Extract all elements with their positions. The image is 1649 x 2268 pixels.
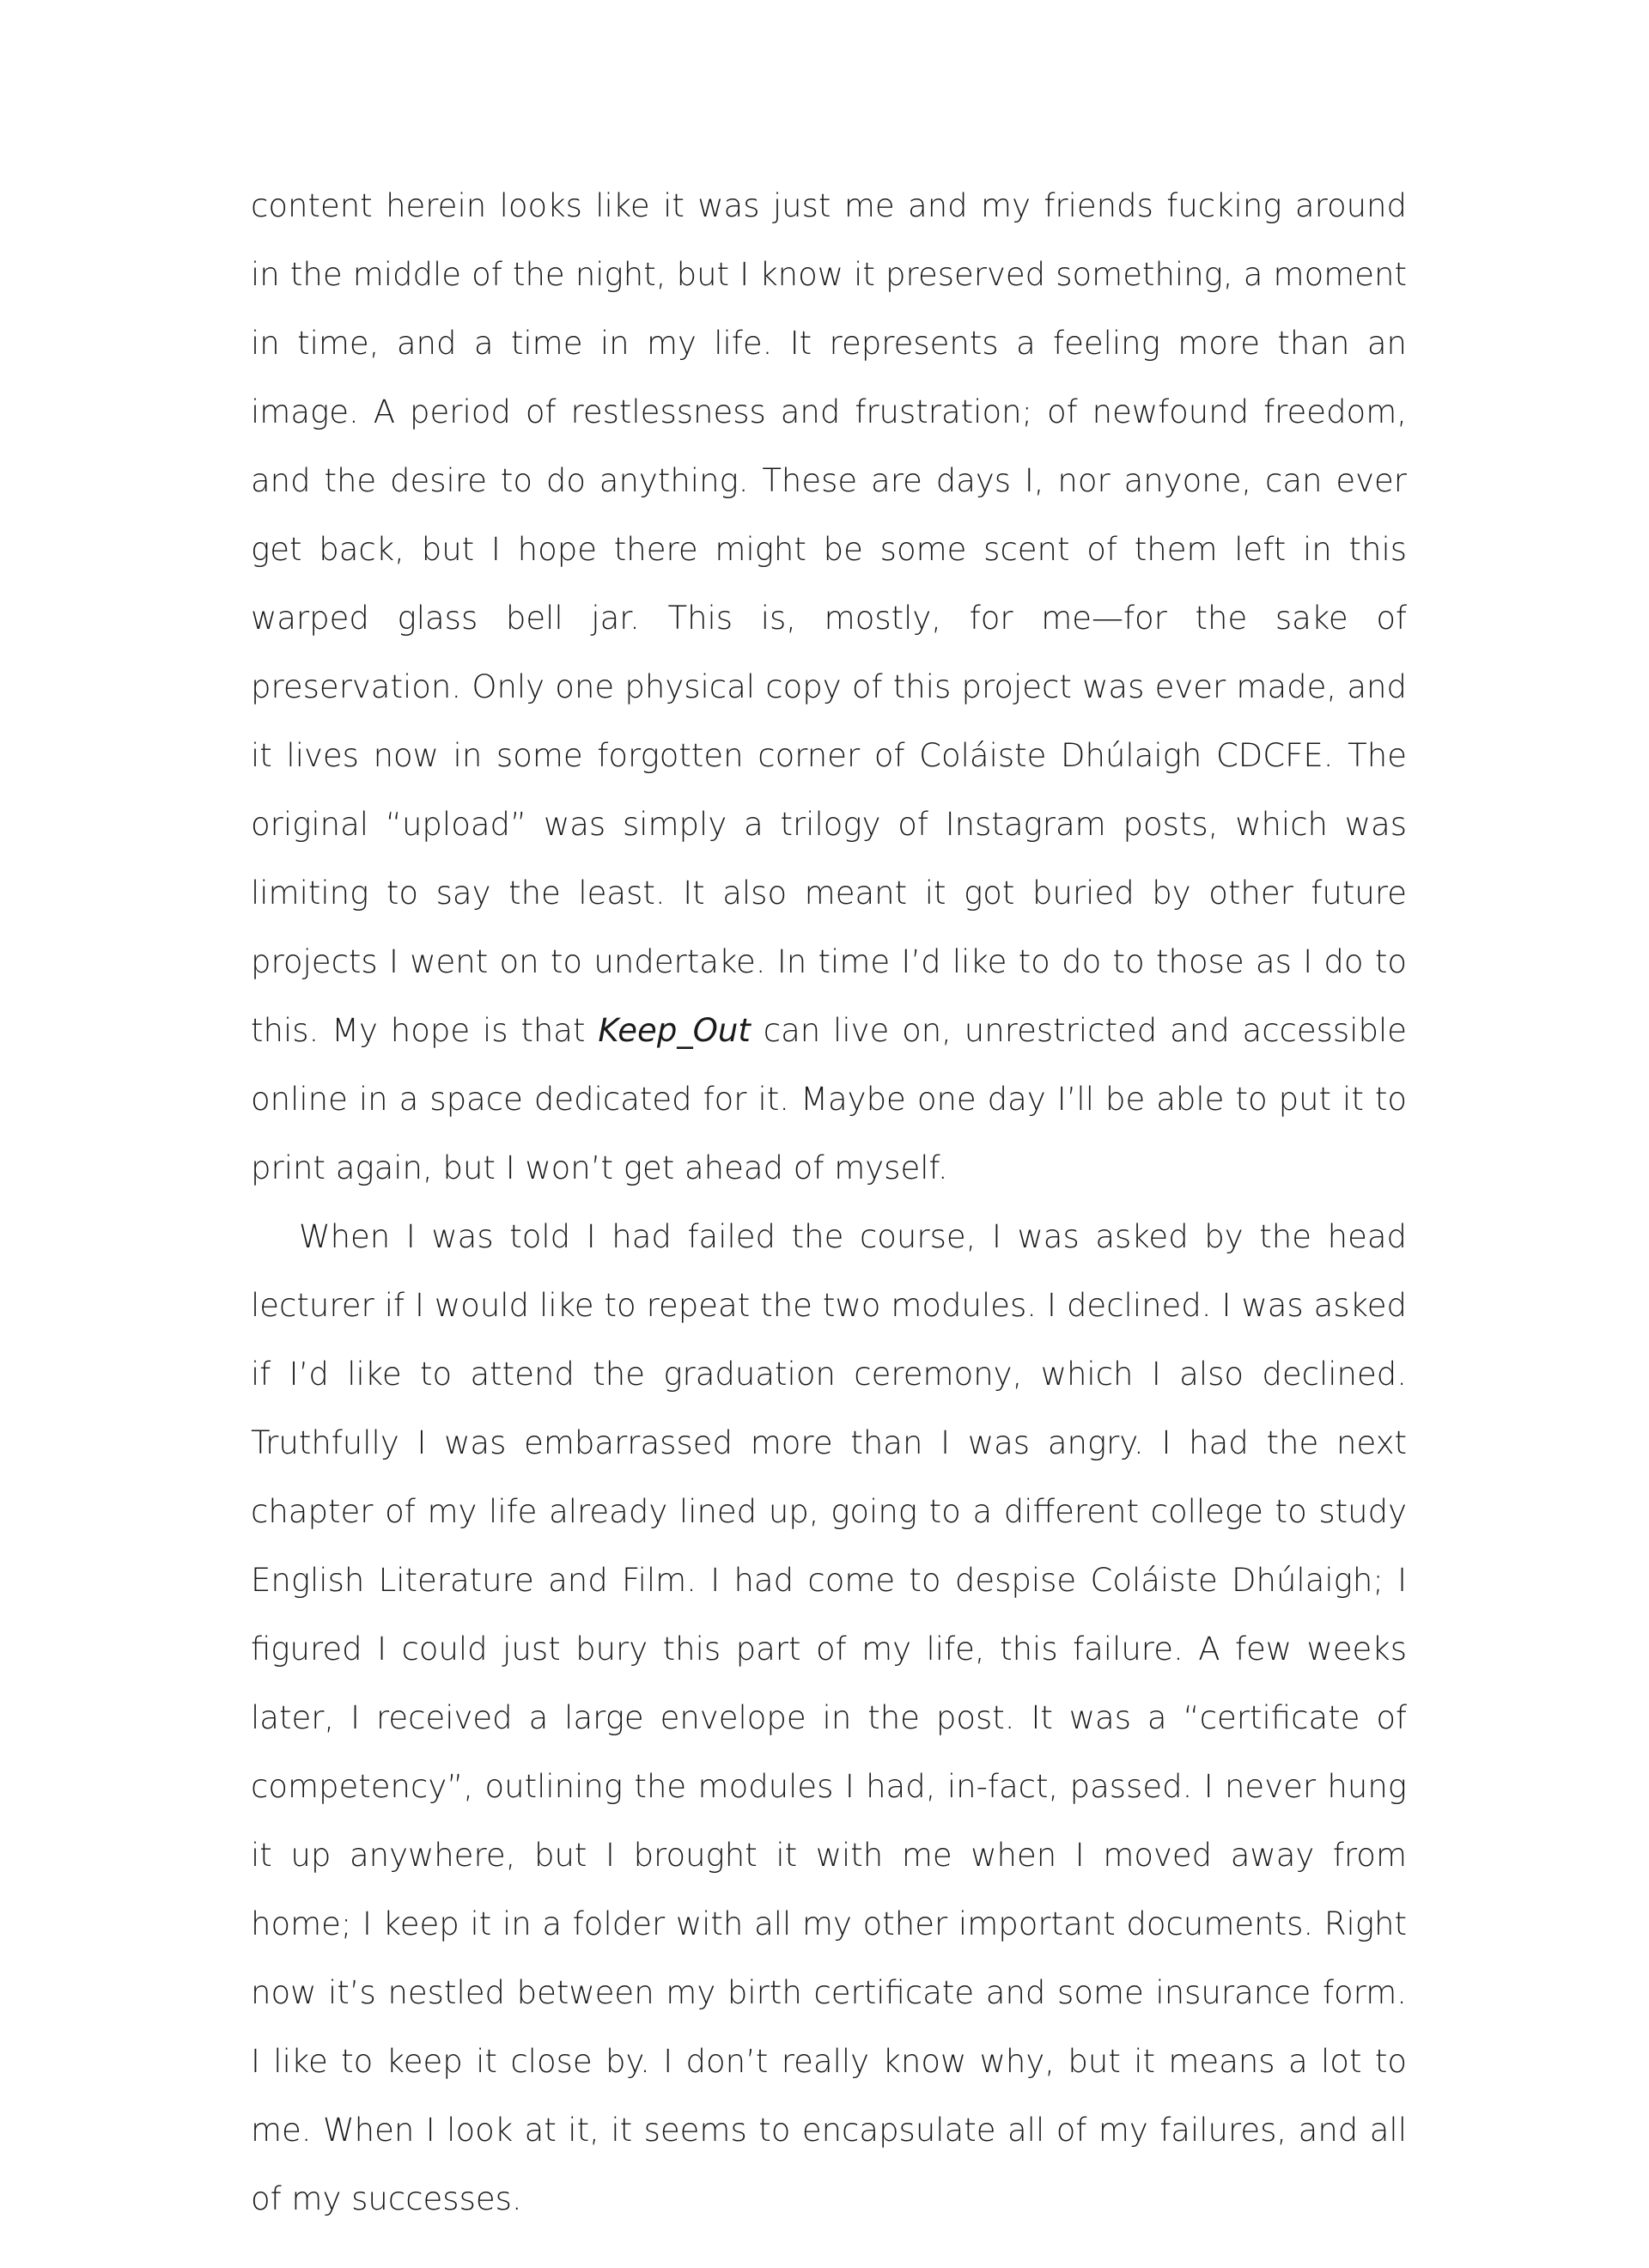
paragraph-1-text-end: can live on, unrestricted and accessible online in a space dedicated for it. Maybe one day I’ll be able to put it to print again, but I won’t get ahead of myself. (251, 1012, 1408, 1186)
work-title-italic: Keep_Out (598, 1012, 751, 1049)
paragraph-1-text-start: content herein looks like it was just me and my friends fucking around in the middle of the night, but I know it preserved something, a moment in time, and a time in my life. It represents a feeling more than an image. A period of restlessness and frustration; of newfound freedom, and the desire to do anything. These are days I, nor anyone, can ever get back, but I hope there might be some scent of them left in this warped glass bell jar. This is, mostly, for me—for the sake of preservation. Only one physical copy of this project was ever made, and it lives now in some forgotten corner of Coláiste Dhúlaigh CDCFE. The original “upload” was simply a trilogy of Instagram posts, which was limiting to say the least. It also meant it got buried by other future projects I went on to undertake. In time I’d like to do to those as I do to this. My hope is that (251, 187, 1407, 1049)
paragraph-1 (251, 172, 1407, 1203)
paragraph-2: When I was told I had failed the course, I was asked by the head lecturer if I would like to repeat the two modules. I declined. I was asked if I’d like to attend the graduation ceremony, which I also declined. Truthfully I was embarrassed more than I was angry. I had the next chapter of my life already lined up, going to a different college to study English Literature and Film. I had come to despise Coláiste Dhúlaigh; I figured I could just bury this part of my life, this failure. A few weeks later, I received a large envelope in the post. It was a “certificate of competency”, outlining the modules I had, in-fact, passed. I never hung it up anywhere, but I brought it with me when I moved away from home; I keep it in a folder with all my other important documents. Right now it’s nestled between my birth certificate and some insurance form. I like to keep it close by. I don’t really know why, but it means a lot to me. When I look at it, it seems to encapsulate all of my failures, and all of my successes. (251, 1218, 1407, 2217)
body-text (251, 172, 1407, 2234)
